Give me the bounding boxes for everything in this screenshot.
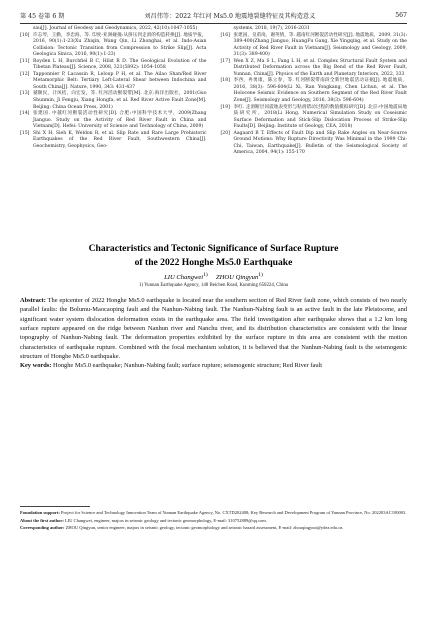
reference-number: [18]	[220, 78, 230, 84]
keywords-text: Honghe Ms5.0 earthquake; Nanhun-Nabing fault; surface rupture; seismogenic structure; Red River fault	[53, 362, 323, 370]
reference-text: 许志琴，王勤，李忠海，等. 印度-亚洲碰撞:从挤压到走滑的构造转换[J]. 地质学报，2016, 90(1):1-23(Xu Zhiqin, Wang Qin, Li Zhonghai, et al. Indo-Asian Collision: Tectonic Transition from Compression to Strike Slip[J]. Acta Geologica Sinica, 2016, 90(1):1-23)	[33, 32, 207, 58]
footnote-corresponding-author	[20, 525, 407, 531]
reference-item	[20, 72, 207, 92]
footnote-foundation	[20, 510, 407, 516]
reference-text: 李红. 走滑断层同震地表变形与粘滑错动过程的数值模拟研究[D]. 北京:中国地震局地质研究所，2018(Li Hong. Numerical Simulation Study on Coseismic Surface Deformation and Stick-Slip Dislocation Process of Strike-Slip Faults[D]. Beijing: Institute of Geology, CEA, 2018)	[233, 104, 407, 130]
reference-text: Royden L H, Burchfiel B C, Hilst R D. The Geological Evolution of the Tibetan Plateau[J]. Science, 2008, 321(5892): 1054-1058	[33, 58, 207, 71]
reference-text: systems, 2018, 19(7), 2016-2031	[233, 26, 310, 31]
author-affil-mark: 1)	[258, 272, 263, 278]
author-name: LIU Changwei	[164, 274, 204, 282]
reference-text: sau[J]. Journal of Geodesy and Geodynamics, 2022, 42(10):1047-1055)	[33, 26, 198, 31]
reference-item	[20, 111, 207, 131]
reference-number: [10]	[20, 32, 30, 38]
reference-number: [20]	[220, 130, 230, 136]
reference-text: Shi X H, Sieh K, Weldon R, et al. Slip Rate and Rare Large Prehistoric Earthquakes of the Red River Fault, Southwestern China[J]. Geochemistry, Geophysics, Geo-	[33, 130, 207, 149]
references-right-column	[221, 26, 408, 238]
title-line: of the 2022 Honghe Ms5.0 Earthquake	[134, 256, 293, 268]
header-rule	[20, 23, 407, 24]
footnote-text: ZHOU Qingyun, senior engineer, majors in seismic geology, tectonic geomorphology and seismic hazard assessment, E-mail: zhouqingyun@ydea.edu.cn.	[65, 525, 344, 531]
reference-item	[221, 105, 408, 131]
footnote-label: Foundation support:	[20, 510, 60, 515]
reference-text: Wen X Z, Ma S L, Fang L H, et al. Complex Structural Fault System and Distributed Deformation across the Big Bend of the Red River Fault, Yunnan, China[J]. Physics of the Earth and Planetary Interiors, 2022, 333	[233, 58, 407, 77]
reference-item	[221, 78, 408, 104]
reference-item	[221, 131, 408, 157]
reference-number: [12]	[20, 71, 30, 77]
reference-number: [14]	[20, 111, 30, 117]
title-line: Characteristics and Tectonic Significance of Surface Rupture	[88, 243, 339, 254]
abstract-block	[20, 296, 407, 371]
footnote-rule	[20, 506, 90, 507]
reference-text: Tapponnier P, Lacassin R, Leloup P H, et al. The Ailao Shan/Red River Metamorphic Belt: Tertiary Left-Lateral Shear between Indochina and South China[J]. Nature, 1990, 343: 431-437	[33, 71, 207, 90]
reference-text: 李西，冉勇康，陈立春，等. 红河断裂带南段全新世地震活动证据[J]. 地震地质，2016, 38(3): 596-604(Li Xi, Ran Yongkang, Chen Lichun, et al. The Holocene Seismic Evidence on Southern Segment of the Red River Fault Zone[J]. Seismology and Geology, 2016, 38(3): 596-604)	[233, 78, 407, 104]
footnote-first-author	[20, 518, 407, 524]
reference-number: [17]	[220, 58, 230, 64]
article-title	[20, 242, 407, 269]
footnote-label: About the first author:	[20, 517, 64, 523]
reference-number: [16]	[220, 32, 230, 38]
reference-number: [13]	[20, 91, 30, 97]
header-title: 刘昌伟等：2022 年红河 Ms5.0 地震地裂缝特征及其构造意义	[144, 12, 316, 20]
abstract-text: The epicenter of 2022 Honghe Ms5.0 earthquake is located near the southern section of Red River fault zone, which consists of two nearly parallel faults: the Bolumu-Maocaoping fault and the Nanhun-Nabing fault. The Nanhun-Nabing fault is an active fault in the late Pleistocene, and significant water system dislocation deformation exists in the earthquake area. The field investigation after earthquake shows that a 1.2 km long surface rupture appeared on the ridge between Nanhun river and Nanchu river, and its distribution characteristics are consistent with the linear topography of Nanhun-Nabing fault. The deformation properties exhibited by the surface rupture in this area are consistent with the motion characteristics of earthquake rupture. Combined with the focal mechanism solution, it is believed that the Nanhun-Nabing fault is the seismogenic structure of Honghe Ms5.0 earthquake.	[20, 297, 407, 361]
affiliation: 1) Yunnan Earthquake Agency, 148 Beichen Road, Kunming 650224, China	[139, 283, 288, 288]
header-issue: 第 45 卷第 6 期	[20, 12, 65, 20]
reference-item	[20, 59, 207, 72]
running-header	[20, 9, 407, 21]
reference-text: Aagaard B T. Effects of Fault Dip and Slip Rake Angles on Near-Source Ground Motions: Why Rupture Directivity Was Minimal in the 1999 Chi-Chi, Taiwan, Earthquake[J]. Bulletin of the Seismological Society of America, 2004, 94(1): 155-170	[233, 130, 407, 156]
footnote-text: LIU Changwei, engineer, majors in seismic geology and tectonic geomorphology, E-mail: 310752889@qq.com.	[65, 517, 267, 523]
page-number: 567	[395, 11, 407, 19]
footnote-text: Project for Science and Technology Innovation Team of Yunnan Earthquake Agency, No. CXTD202408; Key Research and Development Program of Yunnan Province, No. 202203AC100003.	[61, 510, 407, 515]
keywords-label: Key words:	[20, 362, 52, 370]
reference-text: 虢顺民，计凤桔，向宏发，等. 红河活动断裂带[M]. 北京:海洋出版社，2001(Guo Shunmin, Ji Fengju, Xiang Hongfa, et al. Red River Active Fault Zone[M]. Beijing: China Ocean Press, 2001)	[33, 91, 207, 110]
reference-number: [19]	[220, 104, 230, 110]
author-name: ZHOU Qingyun	[215, 274, 259, 282]
reference-item	[20, 33, 207, 59]
reference-item	[221, 33, 408, 59]
reference-item	[221, 59, 408, 79]
footnotes	[20, 510, 407, 533]
references-section	[20, 26, 407, 238]
abstract-label: Abstract:	[20, 297, 46, 304]
keywords	[20, 361, 407, 370]
references-left-column	[20, 26, 207, 238]
reference-text: 张建国，皇甫岗，谢英情，等. 越南红河断裂活动性研究[J]. 地震地质，2009, 31(3): 389-400(Zhang Jianguo, HuangFu Gang, Xie Yingqing, et al. Study on the Activity of Red River Fault in Vietnam[J]. Seismology and Geology, 2009, 31(3): 389-400)	[233, 32, 407, 58]
reference-item	[20, 131, 207, 151]
abstract	[20, 296, 407, 361]
reference-number: [15]	[20, 130, 30, 136]
reference-number: [11]	[20, 58, 30, 64]
reference-text: 张建国. 中越红河断裂活动性研究[D]. 合肥:中国科学技术大学，2009(Zhang Jianguo. Study on the Activity of Red River Fault in China and Vietnam[D]. Hefei: University of Science and Technology of China, 2009)	[33, 111, 207, 130]
author-affil-mark: 1)	[203, 272, 208, 278]
reference-item	[20, 91, 207, 111]
footnote-label: Corresponding author:	[20, 525, 65, 531]
author-line	[20, 272, 407, 281]
